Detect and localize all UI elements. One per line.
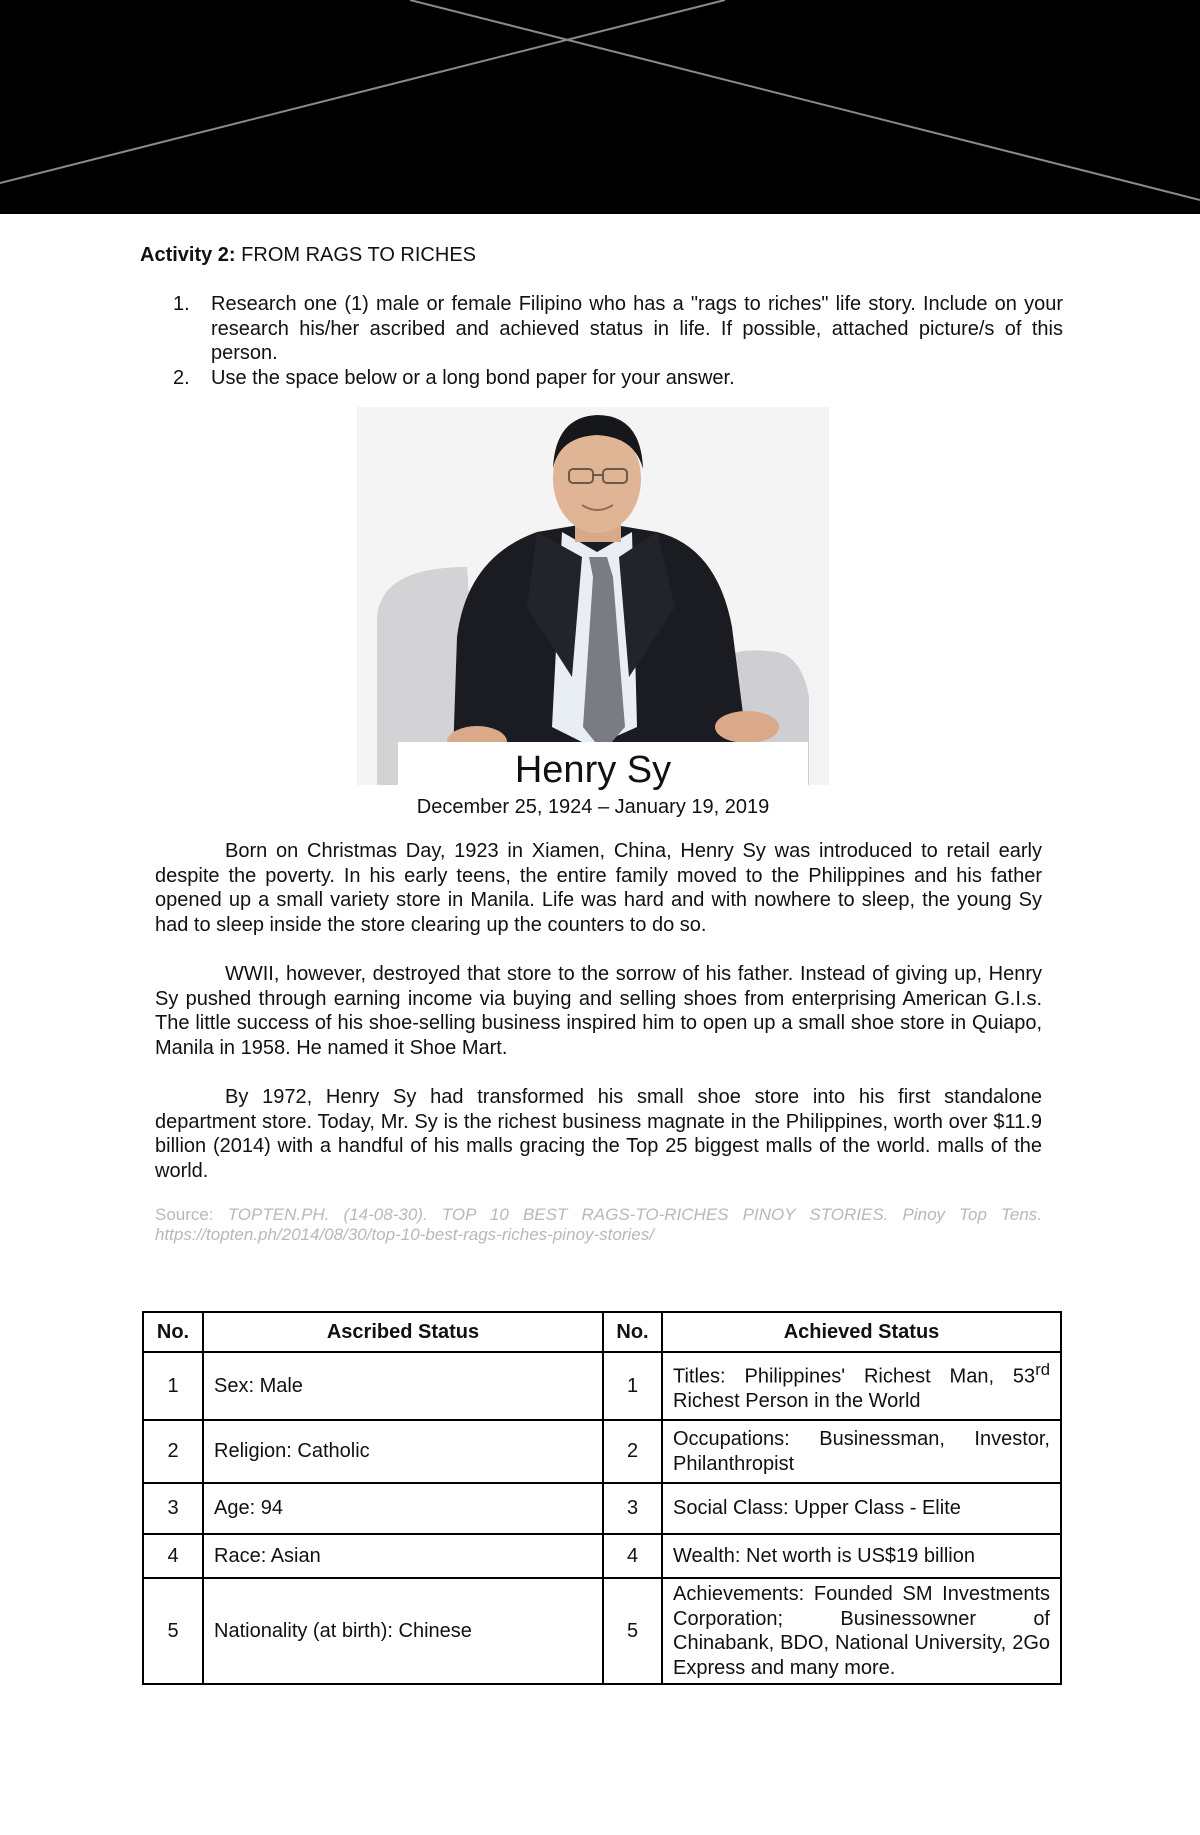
achieved-text: Titles: Philippines' Richest Man, 53 xyxy=(673,1365,1036,1388)
source-citation xyxy=(155,1205,1042,1245)
table-row xyxy=(143,1420,1061,1483)
instruction-number: 2. xyxy=(173,366,190,389)
header-achieved: Achieved Status xyxy=(662,1312,1061,1352)
bio-paragraph: By 1972, Henry Sy had transformed his small shoe store into his first standalone department store. Today, Mr. Sy is the richest business magnate in the Philippines, worth over $11.9 billion (2014) with a handful of his malls gracing the Top 25 biggest malls of the world. malls of the world. xyxy=(155,1085,1042,1182)
table-row xyxy=(143,1352,1061,1420)
header-band xyxy=(0,0,1200,214)
cell-ascribed: Religion: Catholic xyxy=(203,1420,603,1483)
activity-title xyxy=(140,244,476,267)
achieved-superscript: rd xyxy=(1035,1360,1050,1380)
cell-ascribed: Sex: Male xyxy=(203,1352,603,1420)
cell-no: 4 xyxy=(603,1534,662,1578)
cell-ascribed: Age: 94 xyxy=(203,1483,603,1534)
cell-no: 1 xyxy=(143,1352,203,1420)
header-no: No. xyxy=(603,1312,662,1352)
table-row xyxy=(143,1534,1061,1578)
cell-ascribed: Nationality (at birth): Chinese xyxy=(203,1578,603,1684)
bio-paragraph: WWII, however, destroyed that store to the sorrow of his father. Instead of giving up, Henry Sy pushed through earning income via buying and selling shoes from enterprising American G.I.s. The little success of his shoe-selling business inspired him to open up a small shoe store in Quiapo, Manila in 1958. He named it Shoe Mart. xyxy=(155,962,1042,1059)
cell-no: 1 xyxy=(603,1352,662,1420)
portrait-illustration xyxy=(357,407,829,785)
cell-achieved: Social Class: Upper Class - Elite xyxy=(662,1483,1061,1534)
cell-no: 3 xyxy=(603,1483,662,1534)
bio-paragraph: Born on Christmas Day, 1923 in Xiamen, China, Henry Sy was introduced to retail early despite the poverty. In his early teens, the entire family moved to the Philippines and his father opened up a small variety store in Manila. Life was hard and with nowhere to sleep, the young Sy had to sleep inside the store clearing up the counters to do so. xyxy=(155,840,1042,936)
cell-ascribed: Race: Asian xyxy=(203,1534,603,1578)
activity-name: FROM RAGS TO RICHES xyxy=(241,244,476,266)
source-url: https://topten.ph/2014/08/30/top-10-best-rags-riches-pinoy-stories/ xyxy=(155,1225,654,1244)
person-name: Henry Sy xyxy=(514,749,672,791)
instruction-item xyxy=(173,292,1063,366)
portrait-photo xyxy=(357,407,829,785)
cell-achieved: Wealth: Net worth is US$19 billion xyxy=(662,1534,1061,1578)
cell-no: 2 xyxy=(603,1420,662,1483)
activity-label: Activity 2: xyxy=(140,244,236,266)
status-table xyxy=(142,1311,1062,1685)
cell-achieved: Occupations: Businessman, Investor, Philanthropist xyxy=(662,1420,1061,1483)
cell-no: 5 xyxy=(143,1578,203,1684)
cell-no: 3 xyxy=(143,1483,203,1534)
source-text: TOPTEN.PH. (14-08-30). TOP 10 BEST RAGS-TO-RICHES PINOY STORIES. Pinoy Top Tens. xyxy=(227,1205,1042,1224)
cell-no: 5 xyxy=(603,1578,662,1684)
table-row xyxy=(143,1483,1061,1534)
instruction-text: Research one (1) male or female Filipino who has a "rags to riches" life story. Include on your research his/her ascribed and achieved status in life. If possible, attached picture/s of this person. xyxy=(211,293,1063,364)
instructions-list xyxy=(173,292,1063,390)
header-no: No. xyxy=(143,1312,203,1352)
biography xyxy=(155,839,1042,1208)
source-label: Source: xyxy=(155,1205,214,1224)
cell-no: 2 xyxy=(143,1420,203,1483)
cell-achieved: Achievements: Founded SM Investments Corporation; Businessowner of Chinabank, BDO, National University, 2Go Express and many more. xyxy=(662,1578,1061,1684)
person-dates: December 25, 1924 – January 19, 2019 xyxy=(416,796,770,818)
cell-no: 4 xyxy=(143,1534,203,1578)
instruction-item xyxy=(173,366,1063,391)
instruction-number: 1. xyxy=(173,293,190,315)
achieved-text-tail: Richest Person in the World xyxy=(673,1390,921,1413)
cell-achieved xyxy=(662,1352,1061,1420)
table-row xyxy=(143,1578,1061,1684)
header-ascribed: Ascribed Status xyxy=(203,1312,603,1352)
table-header-row xyxy=(143,1312,1061,1352)
header-decoration-lines xyxy=(0,0,1200,214)
instruction-text: Use the space below or a long bond paper for your answer. xyxy=(211,366,735,389)
